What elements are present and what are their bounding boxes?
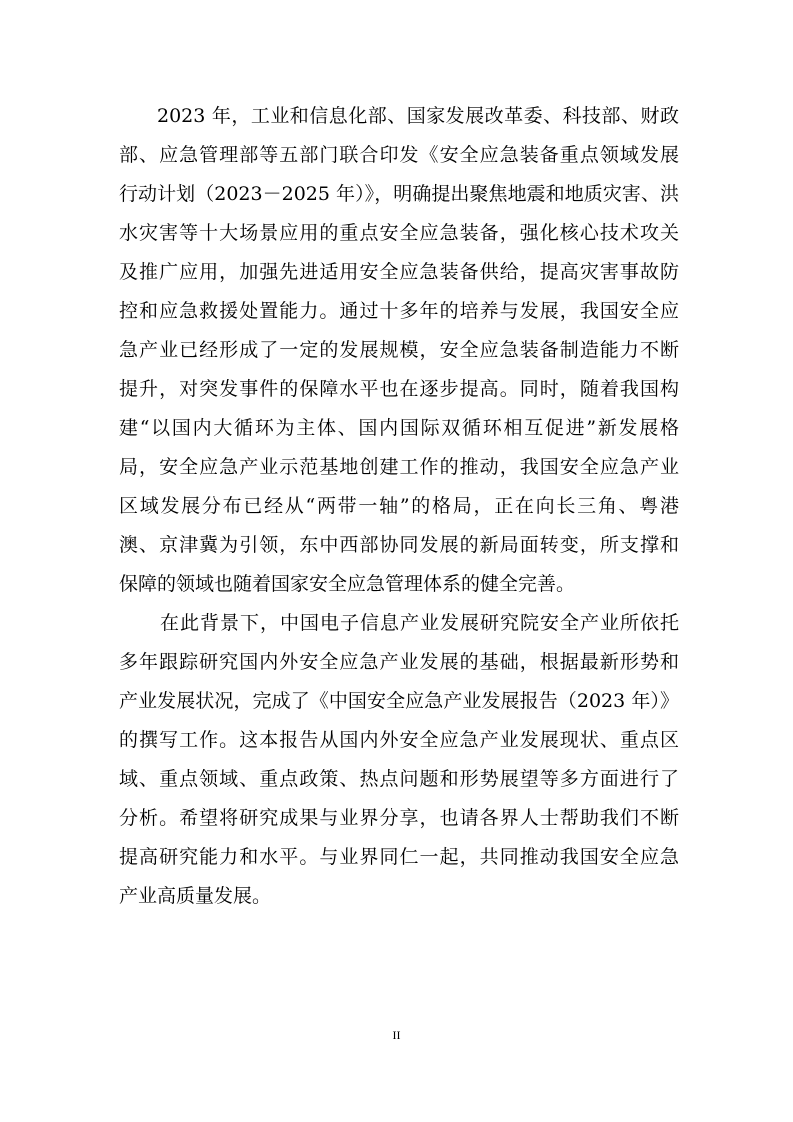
paragraph-line: 的撰写工作。这本报告从国内外安全应急产业发展现状、重点区 (119, 729, 679, 751)
paragraph-line: 澳、京津冀为引领，东中西部协同发展的新局面转变，所支撑和 (119, 534, 679, 556)
paragraph-line: 行动计划（2023－2025 年）》，明确提出聚焦地震和地质灾害、洪 (119, 183, 679, 205)
paragraph-line: 域、重点领域、重点政策、热点问题和形势展望等多方面进行了 (119, 768, 679, 790)
paragraph-line: 产业高质量发展。 (119, 885, 272, 907)
paragraph-1 (119, 97, 679, 604)
paragraph-line: 2023 年，工业和信息化部、国家发展改革委、科技部、财政 (157, 105, 679, 127)
paragraph-line: 产业发展状况，完成了《中国安全应急产业发展报告（2023 年）》 (119, 690, 679, 712)
paragraph-line: 提升，对突发事件的保障水平也在逐步提高。同时，随着我国构 (119, 378, 679, 400)
paragraph-2 (119, 604, 679, 916)
paragraph-line: 分析。希望将研究成果与业界分享，也请各界人士帮助我们不断 (119, 807, 679, 829)
paragraph-line: 保障的领域也随着国家安全应急管理体系的健全完善。 (119, 573, 576, 595)
paragraph-line: 控和应急救援处置能力。通过十多年的培养与发展，我国安全应 (119, 300, 679, 322)
preface-body (119, 97, 679, 916)
paragraph-line: 急产业已经形成了一定的发展规模，安全应急装备制造能力不断 (119, 339, 679, 361)
paragraph-line: 及推广应用，加强先进适用安全应急装备供给，提高灾害事故防 (119, 261, 679, 283)
page-number: II (392, 1028, 401, 1042)
paragraph-line: 提高研究能力和水平。与业界同仁一起，共同推动我国安全应急 (119, 846, 679, 868)
paragraph-line: 多年跟踪研究国内外安全应急产业发展的基础，根据最新形势和 (119, 651, 679, 673)
paragraph-line: 部、应急管理部等五部门联合印发《安全应急装备重点领域发展 (119, 144, 679, 166)
paragraph-line: 局，安全应急产业示范基地创建工作的推动，我国安全应急产业 (119, 456, 679, 478)
paragraph-line: 建“以国内大循环为主体、国内国际双循环相互促进”新发展格 (119, 417, 679, 439)
paragraph-line: 在此背景下，中国电子信息产业发展研究院安全产业所依托 (160, 612, 679, 634)
paragraph-line: 区域发展分布已经从“两带一轴”的格局，正在向长三角、粤港 (119, 495, 679, 517)
paragraph-line: 水灾害等十大场景应用的重点安全应急装备，强化核心技术攻关 (119, 222, 679, 244)
